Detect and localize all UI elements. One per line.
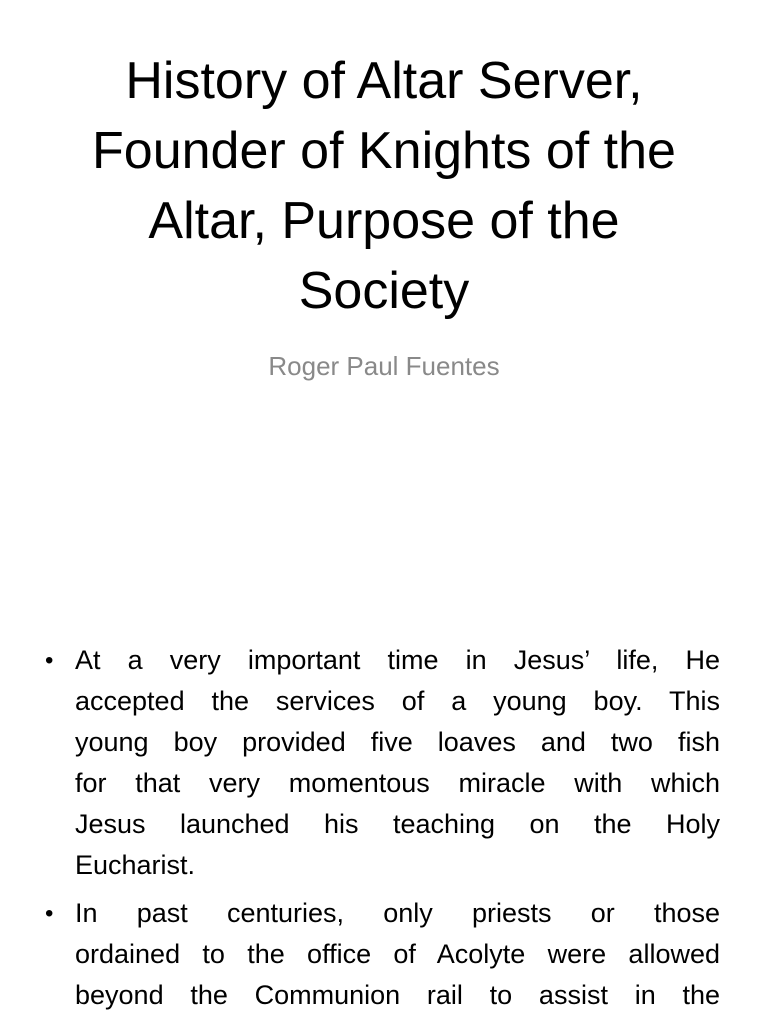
- slide-title-line: Founder of Knights of the: [92, 122, 676, 180]
- bullet-text-line: beyond the Communion rail to assist in the: [75, 980, 720, 1010]
- slide-title: [60, 46, 708, 326]
- bullet-text-line: accepted the services of a young boy. This: [75, 686, 720, 716]
- bullet-text-line: Eucharist.: [75, 850, 196, 880]
- bullet-point-icon: •: [45, 647, 54, 674]
- content-slide: [0, 576, 768, 1024]
- bullet-text-line: At a very important time in Jesus’ life, He: [75, 645, 720, 675]
- bullet-text-line: young boy provided five loaves and two fish: [75, 727, 720, 757]
- bullet-list: [45, 640, 720, 1023]
- bullet-text-line: ordained to the office of Acolyte were allowed: [75, 939, 720, 969]
- slide-title-line: History of Altar Server,: [125, 52, 643, 110]
- slide-title-line: Altar, Purpose of the: [148, 192, 620, 250]
- bullet-text-line: In past centuries, only priests or those: [75, 898, 720, 928]
- bullet-item: [45, 640, 720, 886]
- bullet-text-line: for that very momentous miracle with which: [75, 768, 720, 798]
- slide-title-line: Society: [298, 262, 470, 320]
- bullet-point-icon: •: [45, 900, 54, 927]
- bullet-item: [45, 893, 720, 1016]
- slide-subtitle-author: Roger Paul Fuentes: [268, 351, 500, 381]
- bullet-text-line: Jesus launched his teaching on the Holy: [75, 809, 720, 839]
